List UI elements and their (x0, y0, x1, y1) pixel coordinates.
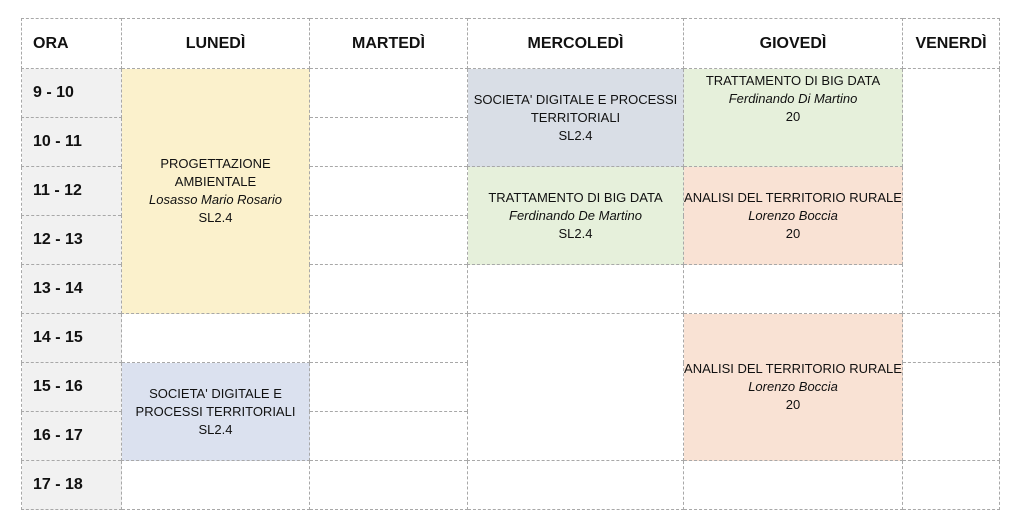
empty-cell (903, 69, 1000, 314)
event-room: SL2.4 (558, 225, 593, 241)
empty-cell (310, 363, 468, 412)
header-mercoledi: MERCOLEDÌ (468, 19, 684, 69)
empty-cell (684, 461, 903, 510)
empty-cell (310, 461, 468, 510)
event-progettazione-ambientale[interactable] (122, 69, 310, 314)
event-big-data-thu[interactable] (684, 69, 903, 167)
event-room: SL2.4 (558, 127, 593, 143)
event-teacher: Lorenzo Boccia (748, 379, 838, 394)
empty-cell (684, 265, 903, 314)
event-title: SOCIETA' DIGITALE E PROCESSI TERRITORIALI (135, 385, 296, 419)
table-row (22, 69, 1000, 118)
event-teacher: Losasso Mario Rosario (149, 192, 282, 207)
event-room: 20 (785, 225, 801, 241)
header-ora: ORA (22, 19, 122, 69)
empty-cell (310, 216, 468, 265)
empty-cell (310, 265, 468, 314)
event-analisi-territorio-1[interactable] (684, 167, 903, 265)
hour-label: 14 - 15 (22, 314, 122, 363)
table-row (22, 461, 1000, 510)
event-title: PROGETTAZIONE AMBIENTALE (160, 156, 271, 189)
empty-cell (468, 314, 684, 461)
event-title: SOCIETA' DIGITALE E PROCESSI TERRITORIALI (473, 91, 678, 125)
event-title: TRATTAMENTO DI BIG DATA (705, 73, 881, 88)
event-room: SL2.4 (198, 421, 233, 437)
empty-cell (903, 314, 1000, 363)
event-teacher: Ferdinando De Martino (509, 207, 642, 223)
header-venerdi: VENERDÌ (903, 19, 1000, 69)
event-teacher: Ferdinando Di Martino (728, 91, 858, 106)
empty-cell (310, 167, 468, 216)
hour-label: 13 - 14 (22, 265, 122, 314)
event-title: TRATTAMENTO DI BIG DATA (488, 189, 663, 205)
empty-cell (122, 461, 310, 510)
hour-label: 10 - 11 (22, 118, 122, 167)
header-row (22, 19, 1000, 69)
event-room: 20 (785, 397, 801, 412)
event-room: 20 (785, 109, 801, 124)
hour-label: 17 - 18 (22, 461, 122, 510)
empty-cell (903, 363, 1000, 461)
empty-cell (310, 118, 468, 167)
empty-cell (310, 314, 468, 363)
timetable (21, 18, 1000, 510)
empty-cell (122, 314, 310, 363)
hour-label: 15 - 16 (22, 363, 122, 412)
hour-label: 9 - 10 (22, 69, 122, 118)
empty-cell (903, 461, 1000, 510)
header-lunedi: LUNEDÌ (122, 19, 310, 69)
empty-cell (310, 69, 468, 118)
event-big-data-wed[interactable] (468, 167, 684, 265)
event-room: SL2.4 (198, 210, 233, 225)
event-teacher: Lorenzo Boccia (748, 207, 838, 223)
empty-cell (310, 412, 468, 461)
event-societa-digitale-wed[interactable] (468, 69, 684, 167)
header-giovedi: GIOVEDÌ (684, 19, 903, 69)
event-analisi-territorio-2[interactable] (684, 314, 903, 461)
empty-cell (468, 461, 684, 510)
hour-label: 16 - 17 (22, 412, 122, 461)
header-martedi: MARTEDÌ (310, 19, 468, 69)
event-title: ANALISI DEL TERRITORIO RURALE (684, 361, 902, 376)
empty-cell (468, 265, 684, 314)
event-title: ANALISI DEL TERRITORIO RURALE (684, 189, 902, 205)
event-societa-digitale-mon[interactable] (122, 363, 310, 461)
hour-label: 12 - 13 (22, 216, 122, 265)
hour-label: 11 - 12 (22, 167, 122, 216)
table-row (22, 314, 1000, 363)
